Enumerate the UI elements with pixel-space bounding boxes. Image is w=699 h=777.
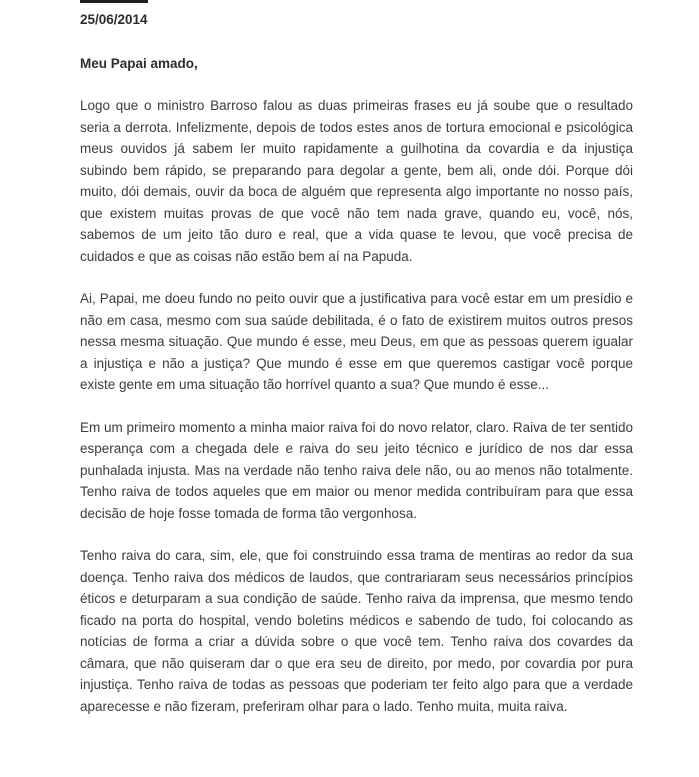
letter-paragraph-2: Ai, Papai, me doeu fundo no peito ouvir que a justificativa para você estar em um presídio e não em casa, mesmo com sua saúde debilitada, é o fato de existirem muitos outros presos nessa mesma situação. Que mundo é esse, meu Deus, em que as pessoas querem igualar a injustiça e não a justiça? Que mundo é esse em que queremos castigar você porque existe gente em uma situação tão horrível quanto a sua? Que mundo é esse...	[80, 291, 633, 392]
letter-date: 25/06/2014	[80, 12, 148, 27]
letter-salutation: Meu Papai amado,	[80, 55, 198, 71]
cropped-text-artifact	[80, 0, 148, 3]
letter-paragraph-3: Em um primeiro momento a minha maior raiva foi do novo relator, claro. Raiva de ter sentido esperança com a chegada dele e raiva do seu jeito técnico e jurídico de nos dar essa punhalada injusta. Mas na verdade não tenho raiva dele não, ou ao menos não totalmente. Tenho raiva de todos aqueles que em maior ou menor medida contribuíram para que essa decisão de hoje fosse tomada de forma tão vergonhosa.	[80, 419, 633, 521]
letter-paragraph-1: Logo que o ministro Barroso falou as duas primeiras frases eu já soube que o resultado seria a derrota. Infelizmente, depois de todos estes anos de tortura emocional e psicológica meus ouvidos já sabem ler muito rapidamente a guilhotina da covardia e da injustiça subindo bem rápido, se preparando para degolar a gente, bem ali, onde dói. Porque dói muito, dói demais, ouvir da boca de alguém que representa algo importante no nosso país, que existem muitas provas de que você não tem nada grave, quando eu, você, nós, sabemos de um jeito tão duro e real, que a vida quase te levou, que você precisa de cuidados e que as coisas não estão bem aí na Papuda.	[80, 98, 633, 264]
letter-paragraph-4: Tenho raiva do cara, sim, ele, que foi construindo essa trama de mentiras ao redor da sua doença. Tenho raiva dos médicos de laudos, que contrariaram seus necessários princípios éticos e deturparam a sua condição de saúde. Tenho raiva da imprensa, que mesmo tendo ficado na porta do hospital, vendo boletins médicos e sabendo de tudo, foi colocando as notícias de forma a criar a dúvida sobre o que você tem. Tenho raiva dos covardes da câmara, que não quiseram dar o que era seu de direito, por medo, por covardia por pura injustiça. Tenho raiva de todas as pessoas que poderiam ter feito algo para que a verdade aparecesse e não fizeram, preferiram olhar para o lado. Tenho muita, muita raiva.	[80, 548, 633, 714]
